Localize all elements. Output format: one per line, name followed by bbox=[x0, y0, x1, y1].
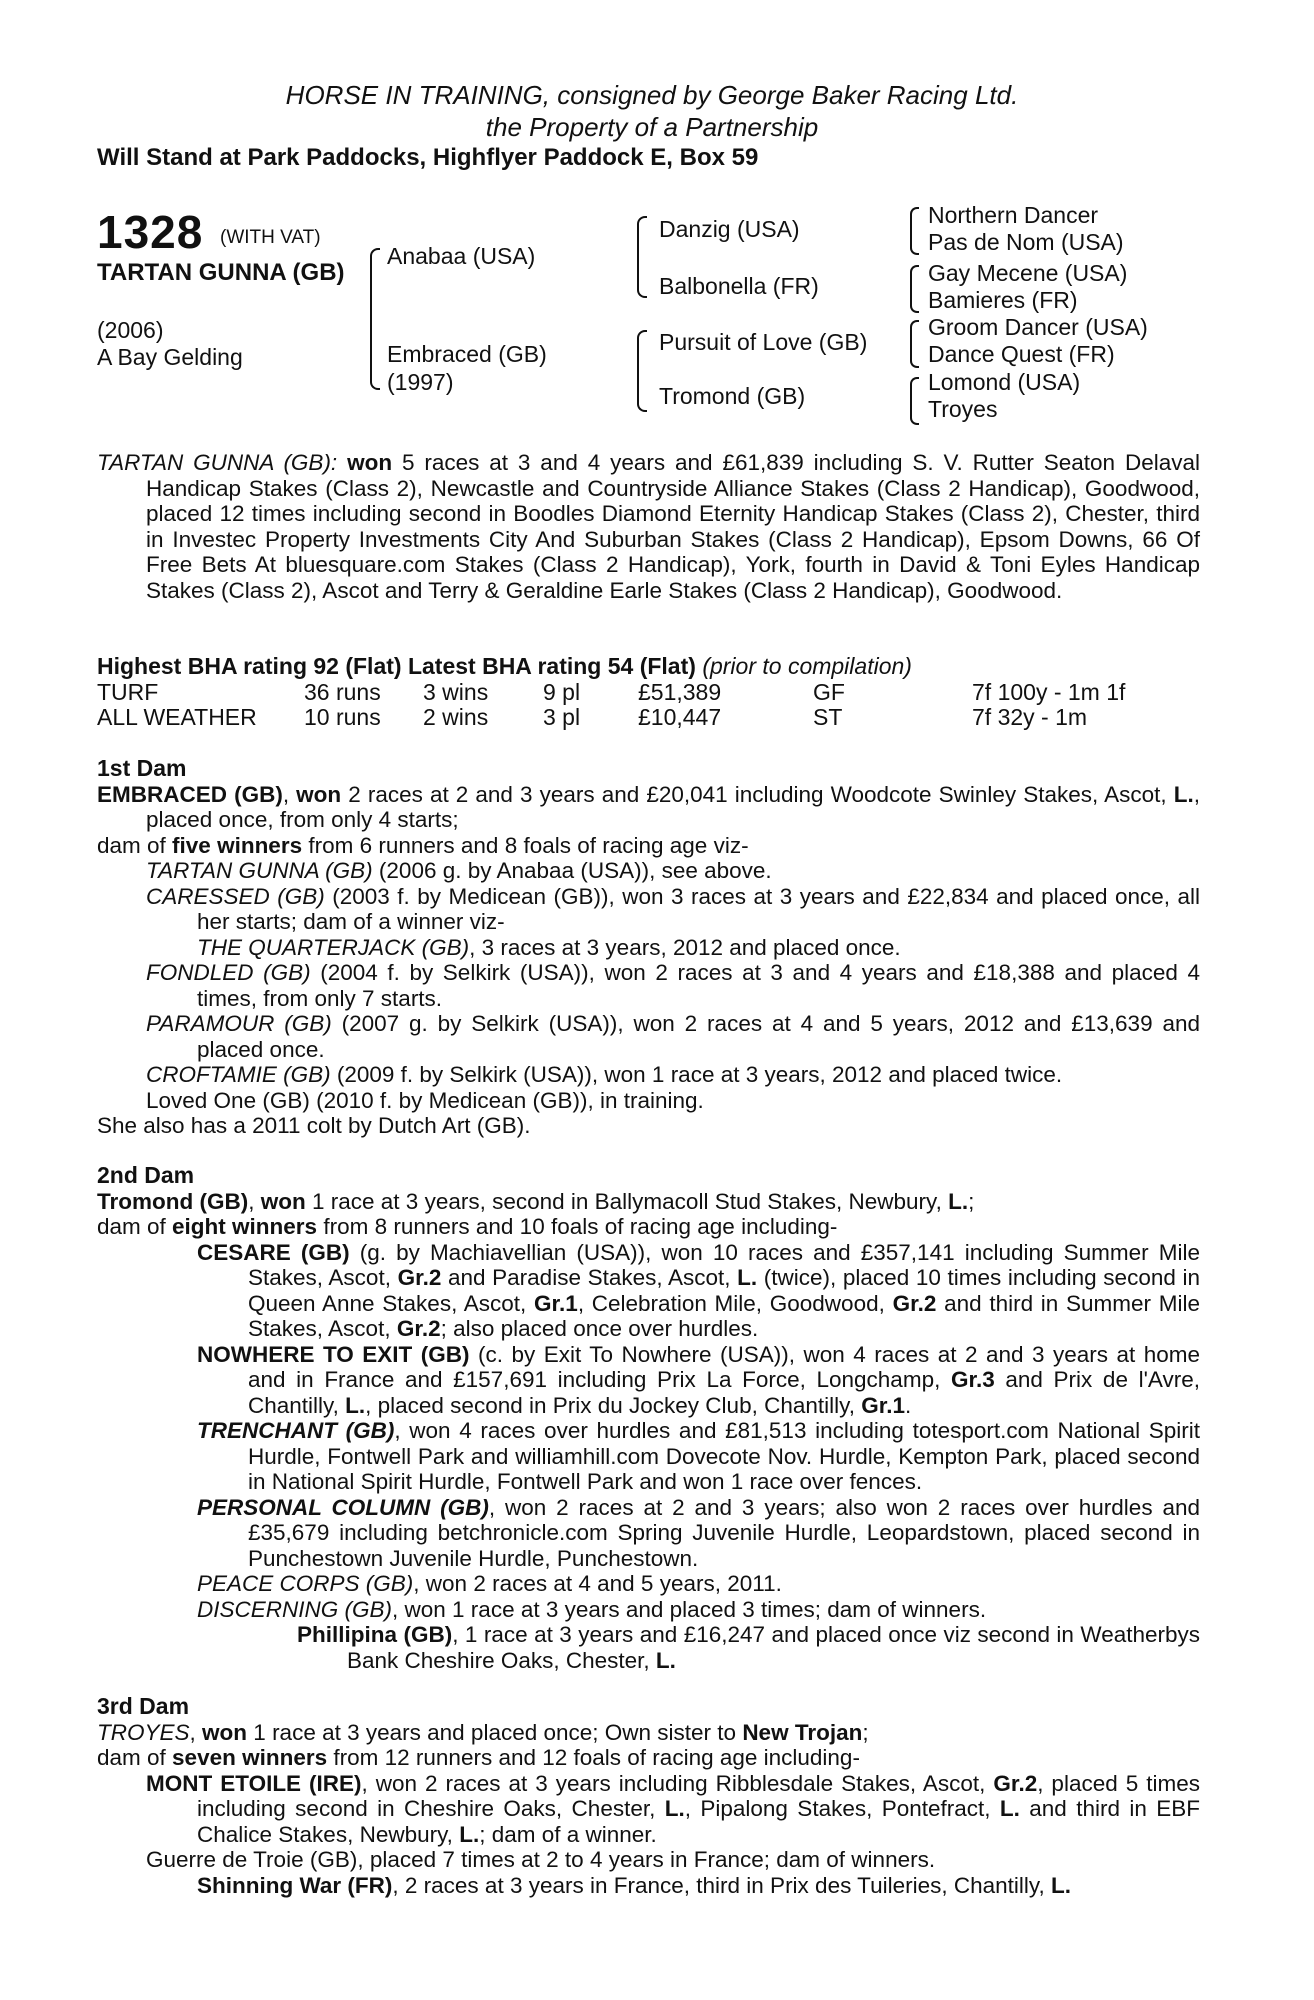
cesare-g1: Gr.2 bbox=[397, 1265, 442, 1290]
dam3-text2: 1 race at 3 years and placed once; Own sister to bbox=[247, 1719, 743, 1745]
cesare-t3: (twice), placed 10 times including second in Queen Anne Stakes, Ascot, bbox=[248, 1265, 1200, 1316]
cesare-t4: , Celebration Mile, Goodwood, bbox=[577, 1290, 893, 1316]
dam3-text3: ; bbox=[862, 1719, 869, 1745]
dam3-damof-pre: dam of bbox=[97, 1745, 173, 1770]
stand-location: Will Stand at Park Paddocks, Highflyer Paddock E, Box 59 bbox=[97, 144, 759, 171]
aw-going: ST bbox=[813, 704, 843, 730]
phillipina-listed: L. bbox=[655, 1647, 676, 1673]
third-dam-heading: 3rd Dam bbox=[97, 1693, 190, 1719]
produce-3-name: FONDLED (GB) bbox=[146, 960, 311, 985]
dam3-damof-post: from 12 runners and 12 foals of racing age including- bbox=[327, 1745, 860, 1770]
summary-won: won bbox=[347, 450, 393, 475]
sd-sire: Gay Mecene (USA) bbox=[928, 260, 1128, 286]
aw-money: £10,447 bbox=[638, 704, 722, 730]
racing-summary bbox=[97, 450, 1200, 603]
horse-name: TARTAN GUNNA (GB) bbox=[97, 259, 345, 286]
dam3-sister: New Trojan bbox=[742, 1719, 863, 1745]
horse-year: (2006) bbox=[97, 317, 164, 343]
dam2-name: Tromond (GB) bbox=[97, 1188, 249, 1214]
produce-2a-name: THE QUARTERJACK (GB) bbox=[197, 934, 470, 960]
nowhere-name: NOWHERE TO EXIT (GB) bbox=[197, 1341, 470, 1367]
third-dam-section bbox=[97, 1694, 1200, 1898]
aw-distance: 7f 32y - 1m bbox=[972, 704, 1088, 730]
nowhere-g2: Gr.1 bbox=[861, 1392, 905, 1418]
consignor-line: HORSE IN TRAINING, consigned by George Baker Racing Ltd. bbox=[285, 80, 1019, 110]
cesare-name: CESARE (GB) bbox=[197, 1239, 350, 1265]
dam2-text2: ; bbox=[968, 1188, 975, 1214]
dam2-damof-pre: dam of bbox=[97, 1214, 173, 1239]
nowhere-t1: (c. by Exit To Nowhere (USA)), won 4 races at 2 and 3 years at home and in France and £157,691 including Prix La Force, Longchamp, bbox=[248, 1341, 1200, 1392]
phillipina-name: Phillipina (GB) bbox=[297, 1622, 453, 1647]
dam1-damof-pre: dam of bbox=[97, 832, 173, 858]
lot-number: 1328 bbox=[97, 206, 204, 258]
summary-horse-name: TARTAN GUNNA (GB): bbox=[97, 450, 338, 475]
dam3-won: won bbox=[202, 1719, 248, 1745]
mont-etoile-t3: , Pipalong Stakes, Pontefract, bbox=[684, 1796, 1000, 1821]
dam-line-brace bbox=[637, 330, 647, 412]
gp3-brace bbox=[910, 320, 919, 368]
aw-runs: 10 runs bbox=[304, 704, 381, 730]
summary-text: 5 races at 3 and 4 years and £61,839 including S. V. Rutter Seaton Delaval Handicap Stakes (Class 2), Newcastle and Countryside Alliance Stakes (Class 2 Handicap), Goodwood, placed 12 times including second in Boodles Diamond Eternity Handicap Stakes (Class 2), Chester, third in Investec Property Investments City And Suburban Stakes (Class 2 Handicap), Epsom Downs, 66 Of Free Bets At bluesquare.com Stakes (Class 2 Handicap), York, fourth in David & Toni Eyles Handicap Stakes (Class 2), Ascot and Terry & Geraldine Earle Stakes (Class 2 Handicap), Goodwood. bbox=[146, 450, 1200, 603]
ss-sire: Northern Dancer bbox=[928, 202, 1099, 228]
trenchant-text: , won 4 races over hurdles and £81,513 including totesport.com National Spirit Hurdle, Fontwell Park and williamhill.com Dovecote Nov. Hurdle, Kempton Park, placed second in National Spirit Hurdle, Fontwell Park and won 1 race over fences. bbox=[248, 1418, 1200, 1494]
shinning-war-listed: L. bbox=[1051, 1872, 1071, 1898]
turf-surface: TURF bbox=[97, 679, 159, 705]
dam-dam: Tromond (GB) bbox=[659, 383, 806, 409]
ss-dam: Pas de Nom (USA) bbox=[928, 229, 1124, 255]
horse-description: A Bay Gelding bbox=[97, 344, 243, 370]
ds-dam: Dance Quest (FR) bbox=[928, 341, 1115, 367]
cesare-t5: and third in Summer Mile Stakes, Ascot, bbox=[248, 1290, 1200, 1341]
turf-distance: 7f 100y - 1m 1f bbox=[972, 679, 1126, 705]
cesare-l1: L. bbox=[737, 1265, 758, 1290]
dam2-won: won bbox=[260, 1188, 306, 1214]
produce-2-name: CARESSED (GB) bbox=[146, 883, 325, 909]
turf-going: GF bbox=[813, 679, 845, 705]
vat-note: (WITH VAT) bbox=[220, 227, 321, 248]
sd-dam: Bamieres (FR) bbox=[928, 287, 1078, 313]
dam: Embraced (GB) bbox=[387, 341, 547, 367]
turf-placed: 9 pl bbox=[543, 679, 581, 705]
phillipina-text: , 1 race at 3 years and £16,247 and placed once viz second in Weatherbys Bank Cheshire Oaks, Chester, bbox=[347, 1622, 1201, 1673]
first-dam-heading: 1st Dam bbox=[97, 755, 187, 781]
produce-4-text: (2007 g. by Selkirk (USA)), won 2 races at 4 and 5 years, 2012 and £13,639 and placed once. bbox=[197, 1011, 1200, 1062]
nowhere-t4: . bbox=[904, 1392, 912, 1418]
cesare-t2: and Paradise Stakes, Ascot, bbox=[441, 1265, 738, 1290]
peace-corps-text: , won 2 races at 4 and 5 years, 2011. bbox=[413, 1571, 782, 1596]
mont-etoile-t2: , placed 5 times including second in Cheshire Oaks, Chester, bbox=[197, 1770, 1200, 1821]
mont-etoile-t5: ; dam of a winner. bbox=[479, 1821, 657, 1847]
cesare-t6: ; also placed once over hurdles. bbox=[440, 1316, 759, 1341]
bha-rating bbox=[97, 653, 912, 680]
cesare-t1: (g. by Machiavellian (USA)), won 10 races and £357,141 including Summer Mile Stakes, Ascot, bbox=[248, 1239, 1200, 1290]
dam-sire: Pursuit of Love (GB) bbox=[659, 329, 868, 355]
turf-money: £51,389 bbox=[638, 679, 722, 705]
first-dam-section: 1st Dam EMBRACED (GB), won 2 races at 2 and 3 years and £20,041 including Woodcote Swinley Stakes, Ascot, L., placed once, from only 4 starts; dam of five winners from 6 runners and 8 foals of racing age viz- TARTAN GUNNA (GB) (2006 g. by Anabaa (USA)), see above. CARESSED (GB) (2003 f. by Medicean (GB)), won 3 races at 3 years and £22,834 and placed once, all her starts; dam of a winner viz- THE QUARTERJACK (GB), 3 races at 3 years, 2012 and placed once. FONDLED (GB) (2004 f. by Selkirk (USA)), won 2 races at 3 and 4 years and £18,388 and placed 4 times, from only 7 starts. PARAMOUR (GB) (2007 g. by Selkirk (USA)), won 2 races at 4 and 5 years, 2012 and £13,639 and placed once. CROFTAMIE (GB) (2009 f. by Selkirk (USA)), won 1 race at 3 years, 2012 and placed twice. Loved One (GB) (2010 f. by Medicean (GB)), in training. She also has a 2011 colt by Dutch Art (GB). bbox=[97, 755, 1200, 1138]
sire: Anabaa (USA) bbox=[387, 243, 536, 269]
cesare-g2: Gr.1 bbox=[534, 1290, 578, 1316]
mont-etoile-l1: L. bbox=[664, 1796, 685, 1821]
shinning-war-text: , 2 races at 3 years in France, third in Prix des Tuileries, Chantilly, bbox=[392, 1872, 1051, 1898]
mont-etoile-t1: , won 2 races at 3 years including Ribblesdale Stakes, Ascot, bbox=[361, 1770, 994, 1796]
dam1-winners: five winners bbox=[172, 832, 303, 858]
ds-sire: Groom Dancer (USA) bbox=[928, 314, 1148, 340]
cesare-g4: Gr.2 bbox=[396, 1316, 441, 1341]
dam1-name: EMBRACED (GB) bbox=[97, 781, 283, 807]
dam1-text1: 2 races at 2 and 3 years and £20,041 including Woodcote Swinley Stakes, Ascot, bbox=[341, 781, 1174, 807]
cesare-g3: Gr.2 bbox=[892, 1290, 937, 1316]
trenchant-name: TRENCHANT (GB) bbox=[197, 1418, 395, 1443]
turf-runs: 36 runs bbox=[304, 679, 381, 705]
mont-etoile-t4: and third in EBF Chalice Stakes, Newbury, bbox=[197, 1796, 1200, 1847]
dam1-damof-post: from 6 runners and 8 foals of racing age viz- bbox=[302, 832, 749, 858]
produce-5-name: CROFTAMIE (GB) bbox=[146, 1062, 331, 1087]
sire-line-brace bbox=[637, 216, 647, 298]
produce-1-text: (2006 g. by Anabaa (USA)), see above. bbox=[372, 858, 772, 883]
dam1-text2: , placed once, from only 4 starts; bbox=[146, 781, 1200, 832]
produce-2a-text: , 3 races at 3 years, 2012 and placed once. bbox=[469, 934, 901, 960]
mont-etoile-g1: Gr.2 bbox=[993, 1770, 1038, 1796]
dam3-name: TROYES bbox=[97, 1719, 190, 1745]
second-dam-section: 2nd Dam Tromond (GB), won 1 race at 3 years, second in Ballymacoll Stud Stakes, Newbury, L.; dam of eight winners from 8 runners and 10 foals of racing age including- CESARE (GB) (g. by Machiavellian (USA)), won 10 races and £357,141 including Summer Mile Stakes, Ascot, Gr.2 and Paradise Stakes, Ascot, L. (twice), placed 10 times including second in Queen Anne Stakes, Ascot, Gr.1, Celebration Mile, Goodwood, Gr.2 and third in Summer Mile Stakes, Ascot, Gr.2; also placed once over hurdles. NOWHERE TO EXIT (GB) (c. by Exit To Nowhere (USA)), won 4 races at 2 and 3 years at home and in France and £157,691 including Prix La Force, Longchamp, Gr.3 and Prix de l'Avre, Chantilly, L., placed second in Prix du Jockey Club, Chantilly, Gr.1. TRENCHANT (GB), won 4 races over hurdles and £81,513 including totesport.com National Spirit Hurdle, Fontwell Park and williamhill.com Dovecote Nov. Hurdle, Kempton Park, placed second in National Spirit Hurdle, Fontwell Park and won 1 race over fences. PERSONAL COLUMN (GB), won 2 races at 2 and 3 years; also won 2 races over hurdles and £35,679 including betchronicle.com Spring Juvenile Hurdle, Leopardstown, placed second in Punchestown Juvenile Hurdle, Punchestown. PEACE CORPS (GB), won 2 races at 4 and 5 years, 2011. DISCERNING (GB), won 1 race at 3 years and placed 3 times; dam of winners. Phillipina (GB), 1 race at 3 years and £16,247 and placed once viz second in Weatherbys Bank Cheshire Oaks, Chester, L. bbox=[97, 1162, 1201, 1673]
gp4-brace bbox=[910, 377, 919, 425]
mont-etoile-l3: L. bbox=[459, 1821, 480, 1847]
produce-3-text: (2004 f. by Selkirk (USA)), won 2 races at 3 and 4 years and £18,388 and placed 4 times, from only 7 starts. bbox=[197, 960, 1200, 1011]
aw-surface: ALL WEATHER bbox=[97, 704, 257, 730]
gp2-brace bbox=[910, 265, 919, 313]
dam1-also: She also has a 2011 colt by Dutch Art (GB). bbox=[97, 1113, 531, 1138]
discerning-name: DISCERNING (GB) bbox=[197, 1596, 393, 1622]
rating-note: (prior to compilation) bbox=[702, 653, 912, 679]
gp1-brace bbox=[910, 207, 919, 255]
nowhere-g1: Gr.3 bbox=[950, 1367, 995, 1392]
dam1-listed: L. bbox=[1173, 781, 1194, 807]
dam3-winners: seven winners bbox=[172, 1745, 328, 1770]
personal-column-name: PERSONAL COLUMN (GB) bbox=[197, 1494, 489, 1520]
guerre-de-troie-text: Guerre de Troie (GB), placed 7 times at 2 to 4 years in France; dam of winners. bbox=[146, 1847, 936, 1872]
second-dam-heading: 2nd Dam bbox=[97, 1162, 195, 1188]
peace-corps-name: PEACE CORPS (GB) bbox=[197, 1571, 414, 1596]
aw-wins: 2 wins bbox=[423, 704, 489, 730]
produce-2-text: (2003 f. by Medicean (GB)), won 3 races at 3 years and £22,834 and placed once, all her starts; dam of a winner viz- bbox=[197, 883, 1200, 934]
personal-column-text: , won 2 races at 2 and 3 years; also won 2 races over hurdles and £35,679 including betchronicle.com Spring Juvenile Hurdle, Leopardstown, placed second in Punchestown Juvenile Hurdle, Punchestown. bbox=[248, 1494, 1200, 1571]
dam3-text1: , bbox=[189, 1719, 203, 1745]
rating-title: Highest BHA rating 92 (Flat) Latest BHA rating 54 (Flat) bbox=[97, 653, 696, 679]
aw-placed: 3 pl bbox=[543, 704, 581, 730]
dam2-listed: L. bbox=[948, 1188, 969, 1214]
produce-1-name: TARTAN GUNNA (GB) bbox=[146, 858, 373, 883]
sire-dam: Balbonella (FR) bbox=[659, 273, 819, 299]
nowhere-t3: , placed second in Prix du Jockey Club, Chantilly, bbox=[365, 1392, 862, 1418]
shinning-war-name: Shinning War (FR) bbox=[197, 1872, 393, 1898]
produce-5-text: (2009 f. by Selkirk (USA)), won 1 race at 3 years, 2012 and placed twice. bbox=[330, 1062, 1063, 1087]
dd-sire: Lomond (USA) bbox=[928, 369, 1081, 395]
nowhere-t2: and Prix de l'Avre, Chantilly, bbox=[248, 1367, 1200, 1418]
discerning-text: , won 1 race at 3 years and placed 3 times; dam of winners. bbox=[392, 1596, 987, 1622]
property-line: the Property of a Partnership bbox=[485, 112, 819, 142]
sire-sire: Danzig (USA) bbox=[659, 216, 800, 242]
produce-4-name: PARAMOUR (GB) bbox=[146, 1011, 332, 1036]
nowhere-l1: L. bbox=[345, 1392, 366, 1418]
dd-dam: Troyes bbox=[928, 396, 998, 422]
dam2-damof-post: from 8 runners and 10 foals of racing age including- bbox=[317, 1214, 838, 1239]
sire-dam-brace bbox=[370, 248, 380, 390]
produce-6-text: Loved One (GB) (2010 f. by Medicean (GB)), in training. bbox=[146, 1087, 704, 1113]
dam2-winners: eight winners bbox=[172, 1214, 318, 1239]
dam-year: (1997) bbox=[387, 369, 454, 395]
dam1-won: won bbox=[296, 781, 342, 807]
turf-wins: 3 wins bbox=[423, 679, 489, 705]
dam2-text1: 1 race at 3 years, second in Ballymacoll Stud Stakes, Newbury, bbox=[305, 1188, 949, 1214]
mont-etoile-l2: L. bbox=[999, 1796, 1020, 1821]
mont-etoile-name: MONT ETOILE (IRE) bbox=[146, 1770, 362, 1796]
